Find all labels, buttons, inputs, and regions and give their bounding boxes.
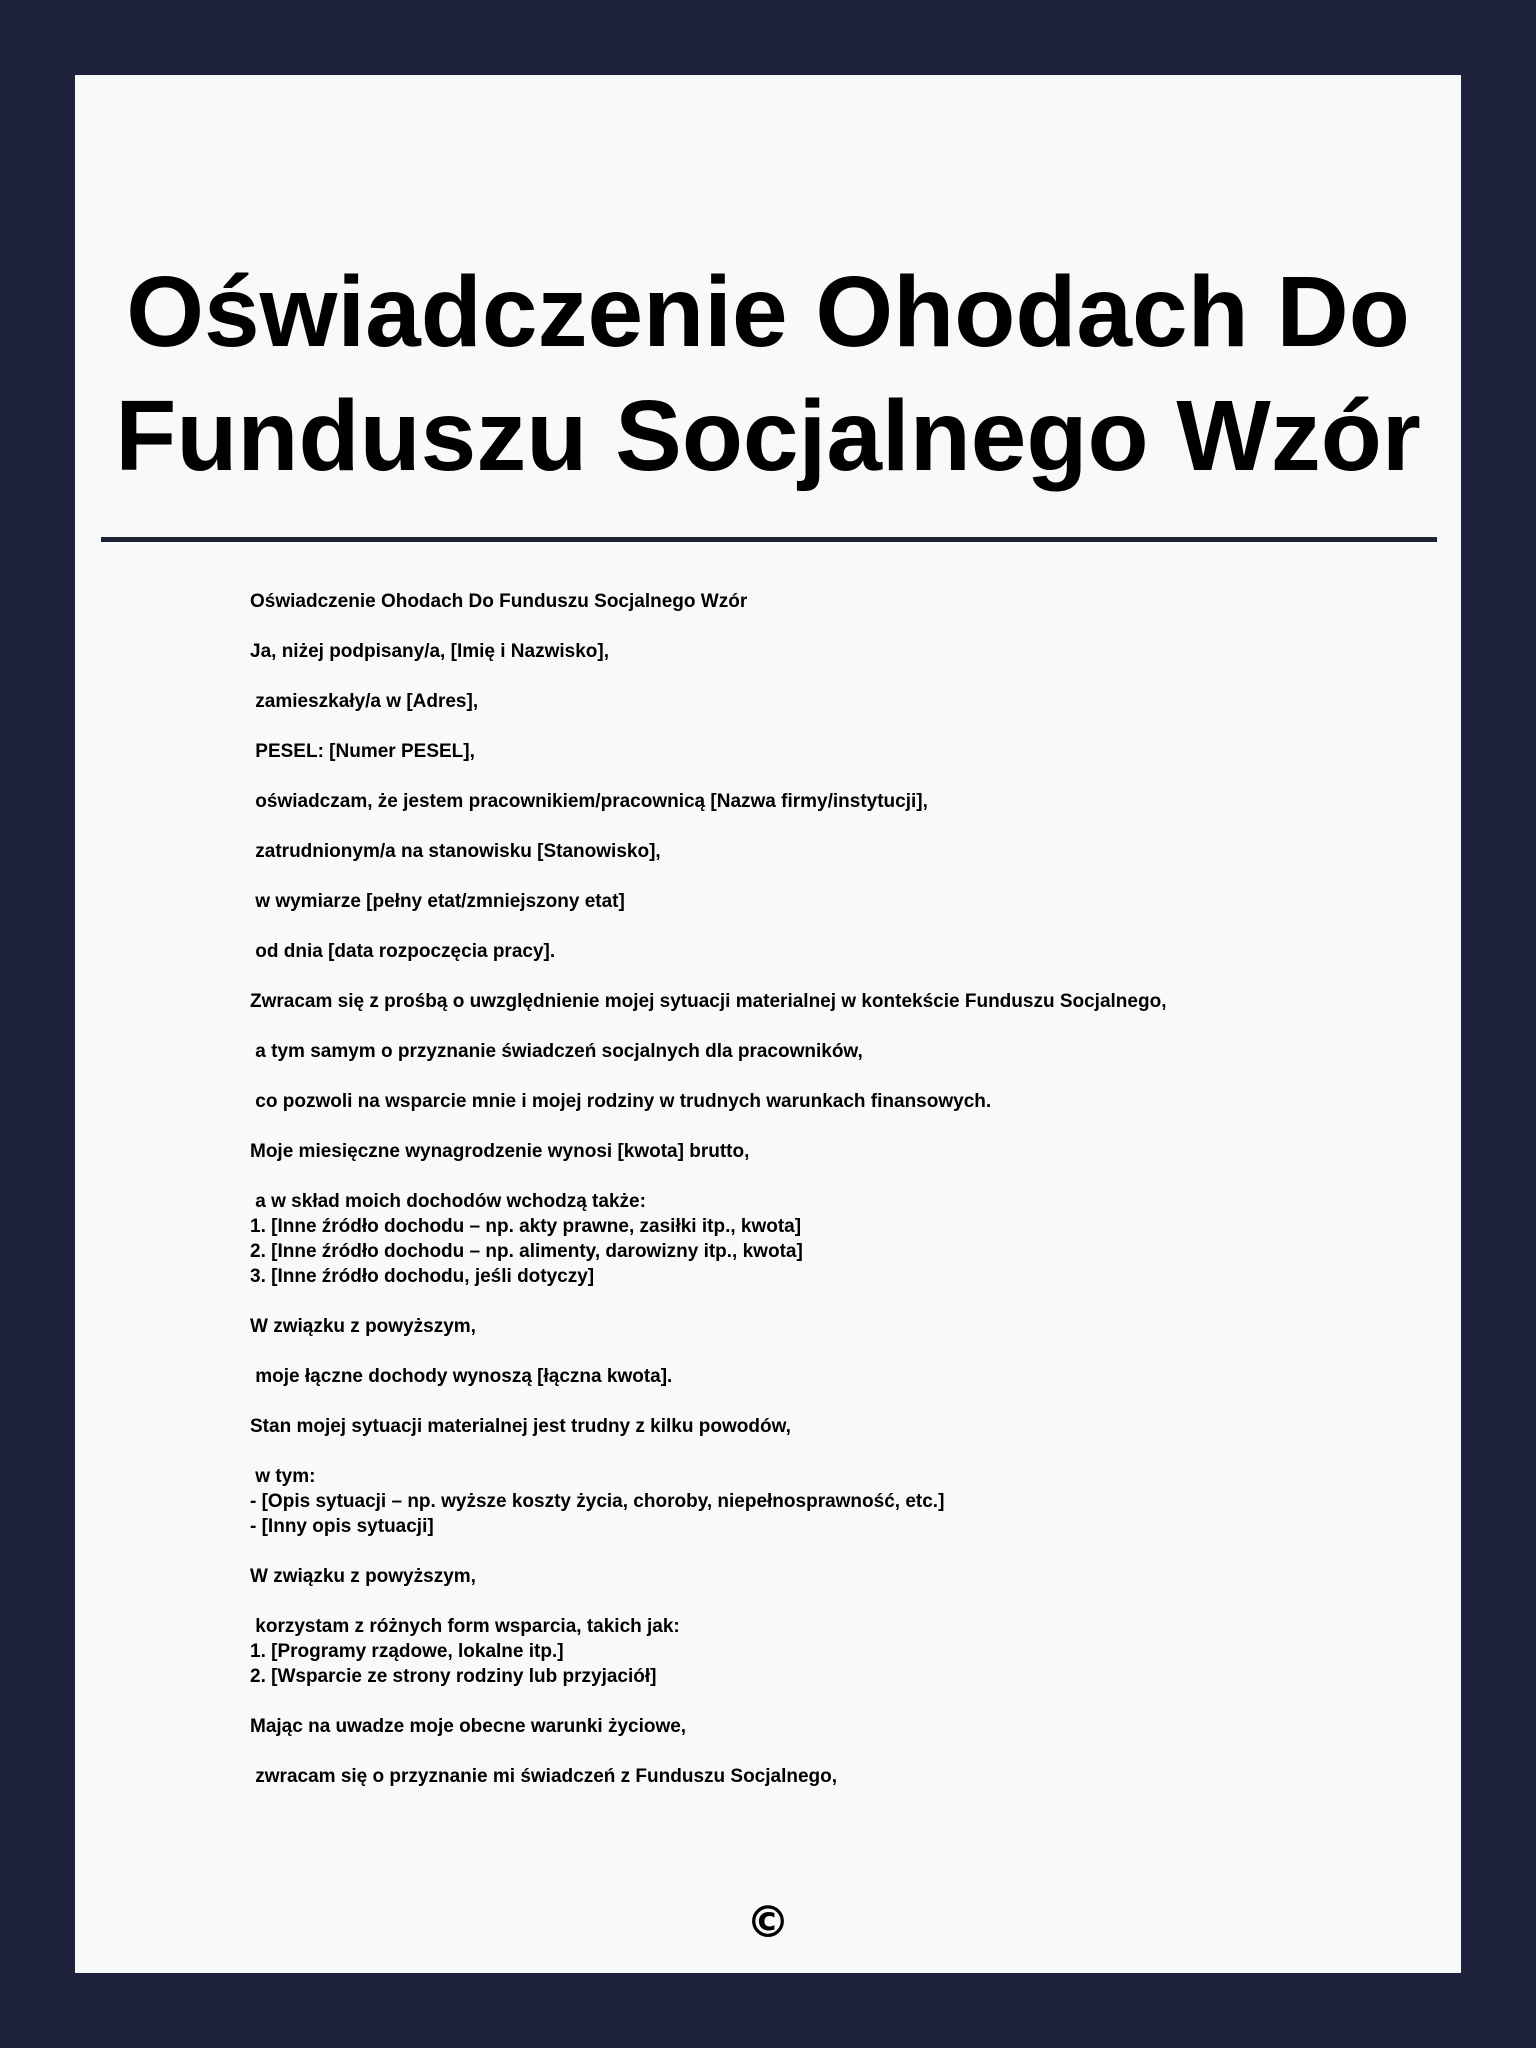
document-page — [75, 75, 1461, 1973]
copyright-icon: © — [746, 1897, 790, 1948]
document-body: Oświadczenie Ohodach Do Funduszu Socjalnego Wzór Ja, niżej podpisany/a, [Imię i Nazwisko], zamieszkały/a w [Adres], PESEL: [Numer PESEL], oświadczam, że jestem pracownikiem/pracownicą [Nazwa firmy/instytucji], zatrudnionym/a na stanowisku [Stanowisko], w wymiarze [pełny etat/zmniejszony etat] od dnia [data rozpoczęcia pracy]. Zwracam się z prośbą o uwzględnienie mojej sytuacji materialnej w kontekście Funduszu Socjalnego, a tym samym o przyznanie świadczeń socjalnych dla pracowników, co pozwoli na wsparcie mnie i mojej rodziny w trudnych warunkach finansowych. Moje miesięczne wynagrodzenie wynosi [kwota] brutto, a w skład moich dochodów wchodzą także: 1. [Inne źródło dochodu – np. akty prawne, zasiłki itp., kwota] 2. [Inne źródło dochodu – np. alimenty, darowizny itp., kwota] 3. [Inne źródło dochodu, jeśli dotyczy] W związku z powyższym, moje łączne dochody wynoszą [łączna kwota]. Stan mojej sytuacji materialnej jest trudny z kilku powodów, w tym: - [Opis sytuacji – np. wyższe koszty życia, choroby, niepełnosprawność, etc.] - [Inny opis sytuacji] W związku z powyższym, korzystam z różnych form wsparcia, takich jak: 1. [Programy rządowe, lokalne itp.] 2. [Wsparcie ze strony rodziny lub przyjaciół] Mając na uwadze moje obecne warunki życiowe, zwracam się o przyznanie mi świadczeń z Funduszu Socjalnego, — [250, 591, 1167, 1787]
page-title: Oświadczenie Ohodach Do Funduszu Socjalnego Wzór — [115, 256, 1421, 492]
title-divider — [101, 537, 1437, 542]
